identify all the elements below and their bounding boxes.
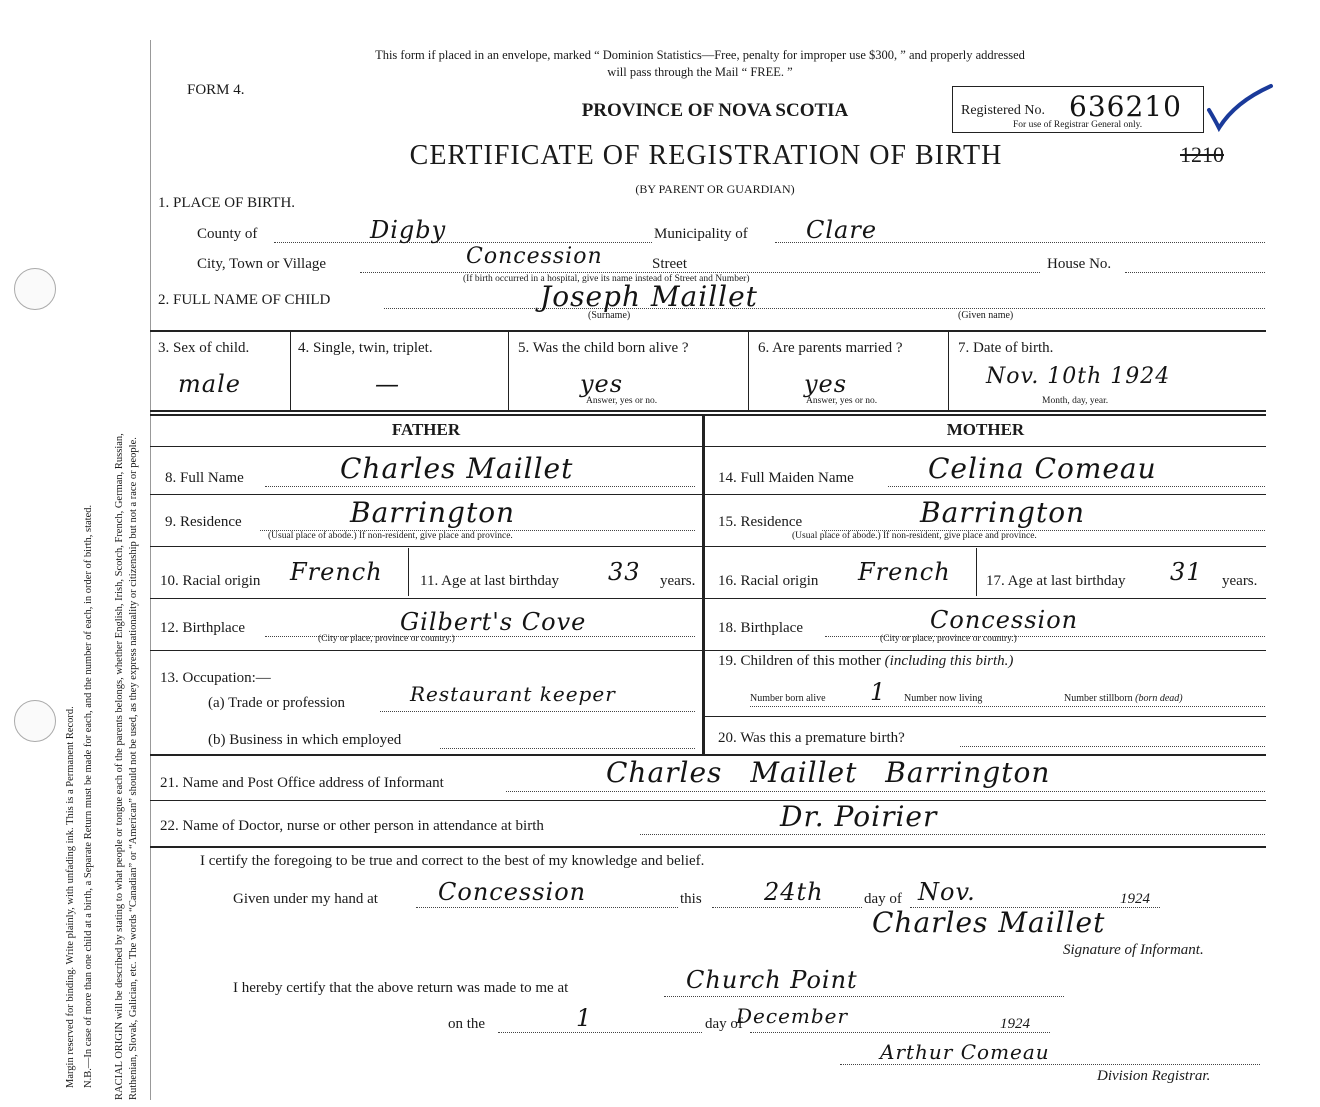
mother-racial-value: French xyxy=(858,558,951,586)
city-value: Concession xyxy=(466,244,603,269)
registrar-note: For use of Registrar General only. xyxy=(1013,120,1143,130)
row3-sep-2 xyxy=(508,332,509,410)
father-birthplace-value: Gilbert's Cove xyxy=(400,608,587,636)
registrar-place-line xyxy=(664,996,1064,997)
premature-line xyxy=(960,746,1265,747)
dob-value: Nov. 10th 1924 xyxy=(986,364,1171,389)
children-born-alive-value: 1 xyxy=(870,678,887,706)
born-alive-label: 5. Was the child born alive ? xyxy=(518,340,689,356)
surname-caption: (Surname) xyxy=(588,310,631,321)
father-heading: FATHER xyxy=(391,420,461,439)
registrar-signature-line xyxy=(840,1064,1260,1065)
margin-note-binding: Margin reserved for binding. Write plainly, with unfading ink. This is a Permanent Record. xyxy=(65,706,76,1088)
mother-abode-caption: (Usual place of abode.) If non-resident, give place and province. xyxy=(792,531,1037,541)
trade-value: Restaurant keeper xyxy=(410,682,616,706)
father-age-value: 33 xyxy=(608,558,641,586)
trade-line xyxy=(380,711,695,712)
row3-sep-3 xyxy=(748,332,749,410)
mother-residence-label: 15. Residence xyxy=(718,514,803,530)
father-racial-sep xyxy=(408,548,409,596)
province-heading: PROVINCE OF NOVA SCOTIA xyxy=(581,100,849,121)
dob-label: 7. Date of birth. xyxy=(958,340,1054,356)
informant-rule xyxy=(150,800,1266,801)
married-caption: Answer, yes or no. xyxy=(806,396,878,406)
children-stillborn-italic: (born dead) xyxy=(1135,693,1183,704)
father-years-label: years. xyxy=(660,573,696,589)
doctor-line xyxy=(640,834,1265,835)
informant-signature-caption: Signature of Informant. xyxy=(1063,942,1204,958)
children-label-text: 19. Children of this mother xyxy=(718,653,881,669)
given-this-label: this xyxy=(680,891,702,907)
city-label: City, Town or Village xyxy=(197,256,327,272)
mother-residence-value: Barrington xyxy=(920,496,1086,529)
row3-top-rule xyxy=(150,330,1266,332)
reg-day: 1 xyxy=(576,1004,593,1032)
given-label: Given under my hand at xyxy=(233,891,378,907)
given-day: 24th xyxy=(764,878,824,906)
house-line xyxy=(1125,272,1265,273)
mother-row1-rule xyxy=(705,494,1266,495)
street-label: Street xyxy=(652,256,687,272)
registered-number: 636210 xyxy=(1069,90,1182,123)
father-name-value: Charles Maillet xyxy=(340,452,574,485)
informant-label: 21. Name and Post Office address of Informant xyxy=(160,775,444,791)
registrar-signature: Arthur Comeau xyxy=(880,1040,1050,1064)
informant-line xyxy=(506,791,1265,792)
parents-divider xyxy=(702,414,705,754)
mother-name-line xyxy=(888,486,1265,487)
father-birthplace-label: 12. Birthplace xyxy=(160,620,245,636)
margin-note-racial-origin-cont: Ruthenian, Slovak, Galician, etc. The words “Canadian” or “American” should not be used, as they express nationality or citizenship but not a race or people. xyxy=(128,437,139,1100)
parents-top-rule xyxy=(150,414,1266,416)
child-name-line xyxy=(384,308,1265,309)
mother-birthplace-value: Concession xyxy=(930,606,1079,634)
struck-number: 1210 xyxy=(1180,142,1224,167)
postal-notice-line1: This form if placed in an envelope, marked “ Dominion Statistics—Free, penalty for improper use $300, ” and properly addressed xyxy=(375,48,1025,62)
father-abode-caption: (Usual place of abode.) If non-resident, give place and province. xyxy=(268,531,513,541)
father-row3-rule xyxy=(150,598,702,599)
father-row4-rule xyxy=(150,650,702,651)
father-row2-rule xyxy=(150,546,702,547)
margin-note-racial-origin: RACIAL ORIGIN will be described by stating to what people or tongue each of the parents belongs, whether English, Irish, Scotch, French, German, Russian, xyxy=(114,433,125,1100)
children-label xyxy=(718,653,1013,670)
reg-day-of-label: day of xyxy=(705,1016,743,1032)
given-year: 1924 xyxy=(1120,891,1150,907)
registrar-caption: Division Registrar. xyxy=(1097,1068,1211,1084)
informant-value: Charles Maillet Barrington xyxy=(606,756,1051,789)
binding-hole-bottom xyxy=(14,700,56,742)
mother-years-label: years. xyxy=(1222,573,1258,589)
mother-name-value: Celina Comeau xyxy=(928,452,1157,485)
mother-row2-rule xyxy=(705,546,1266,547)
registered-number-box xyxy=(952,86,1204,133)
plurality-label: 4. Single, twin, triplet. xyxy=(298,340,433,356)
premature-label: 20. Was this a premature birth? xyxy=(718,730,905,746)
given-day-line xyxy=(712,907,862,908)
mother-age-label: 17. Age at last birthday xyxy=(986,573,1126,589)
children-line xyxy=(750,706,1265,707)
on-the-label: on the xyxy=(448,1016,486,1032)
doctor-label: 22. Name of Doctor, nurse or other person in attendance at birth xyxy=(160,818,544,834)
father-birthplace-caption: (City or place, province or country.) xyxy=(318,634,455,644)
informant-signature: Charles Maillet xyxy=(872,906,1106,939)
father-residence-value: Barrington xyxy=(350,496,516,529)
hospital-note: (If birth occurred in a hospital, give its name instead of Street and Number) xyxy=(463,274,750,284)
certification-statement: I certify the foregoing to be true and correct to the best of my knowledge and belief. xyxy=(200,853,705,869)
place-of-birth-heading: 1. PLACE OF BIRTH. xyxy=(158,195,296,211)
municipality-label: Municipality of xyxy=(654,226,748,242)
certificate-subtitle: (BY PARENT OR GUARDIAN) xyxy=(635,182,795,196)
doctor-value: Dr. Poirier xyxy=(780,800,938,833)
reg-day-line xyxy=(498,1032,702,1033)
children-rule xyxy=(705,716,1266,717)
sex-label: 3. Sex of child. xyxy=(158,340,250,356)
mother-heading: MOTHER xyxy=(946,420,1025,439)
county-value: Digby xyxy=(370,216,447,244)
reg-year: 1924 xyxy=(1000,1016,1030,1032)
child-name-value: Joseph Maillet xyxy=(540,280,758,313)
father-name-line xyxy=(265,486,695,487)
plurality-value: — xyxy=(375,370,400,398)
born-alive-value: yes xyxy=(580,370,624,398)
certificate-title: CERTIFICATE OF REGISTRATION OF BIRTH xyxy=(409,140,1003,171)
father-name-label: 8. Full Name xyxy=(165,470,244,486)
house-label: House No. xyxy=(1047,256,1112,272)
margin-note-multiple-births: N.B.—In case of more than one child at a birth, a Separate Return must be made for each, and the number of each, in order of birth, stated. xyxy=(83,504,94,1088)
registrar-place: Church Point xyxy=(686,966,858,994)
row3-bottom-rule xyxy=(150,410,1266,412)
given-day-of-label: day of xyxy=(864,891,902,907)
given-month: Nov. xyxy=(918,878,976,906)
reg-month: December xyxy=(736,1004,849,1028)
municipality-value: Clare xyxy=(806,216,878,244)
father-residence-label: 9. Residence xyxy=(165,514,242,530)
row3-sep-4 xyxy=(948,332,949,410)
mother-birthplace-caption: (City or place, province or country.) xyxy=(880,634,1017,644)
registrar-statement: I hereby certify that the above return was made to me at xyxy=(233,980,569,996)
mother-age-value: 31 xyxy=(1170,558,1203,586)
children-label-italic: (including this birth.) xyxy=(884,653,1014,669)
married-value: yes xyxy=(804,370,848,398)
mother-row4-rule xyxy=(705,650,1266,651)
city-line xyxy=(360,272,1040,273)
row3-sep-1 xyxy=(290,332,291,410)
mother-racial-label: 16. Racial origin xyxy=(718,573,819,589)
children-stillborn-text: Number stillborn xyxy=(1064,693,1133,704)
trade-label: (a) Trade or profession xyxy=(208,695,346,711)
sex-value: male xyxy=(178,370,241,398)
born-alive-caption: Answer, yes or no. xyxy=(586,396,658,406)
mother-birthplace-label: 18. Birthplace xyxy=(718,620,803,636)
business-line xyxy=(440,748,695,749)
postal-notice-line2: will pass through the Mail “ FREE. ” xyxy=(607,65,793,79)
form-number: FORM 4. xyxy=(187,82,245,98)
parents-heading-rule xyxy=(150,446,1266,447)
given-name-caption: (Given name) xyxy=(958,310,1014,321)
father-row1-rule xyxy=(150,494,702,495)
doctor-rule xyxy=(150,846,1266,848)
child-name-label: 2. FULL NAME OF CHILD xyxy=(158,292,331,308)
married-label: 6. Are parents married ? xyxy=(758,340,903,356)
county-line xyxy=(274,242,652,243)
children-stillborn-label xyxy=(1064,693,1183,704)
check-mark-icon xyxy=(1205,82,1275,132)
binding-hole-top xyxy=(14,268,56,310)
mother-racial-sep xyxy=(976,548,977,596)
given-place: Concession xyxy=(438,878,587,906)
children-living-label: Number now living xyxy=(904,693,983,704)
father-racial-label: 10. Racial origin xyxy=(160,573,261,589)
occupation-heading: 13. Occupation:— xyxy=(160,670,271,686)
mother-name-label: 14. Full Maiden Name xyxy=(718,470,854,486)
county-label: County of xyxy=(197,226,258,242)
children-born-alive-label: Number born alive xyxy=(750,693,826,704)
given-place-line xyxy=(416,907,678,908)
registered-label: Registered No. xyxy=(961,103,1045,118)
mother-row3-rule xyxy=(705,598,1266,599)
business-label: (b) Business in which employed xyxy=(208,732,402,748)
father-racial-value: French xyxy=(290,558,383,586)
father-age-label: 11. Age at last birthday xyxy=(420,573,559,589)
margin-rule xyxy=(150,40,151,1100)
dob-caption: Month, day, year. xyxy=(1042,396,1109,406)
